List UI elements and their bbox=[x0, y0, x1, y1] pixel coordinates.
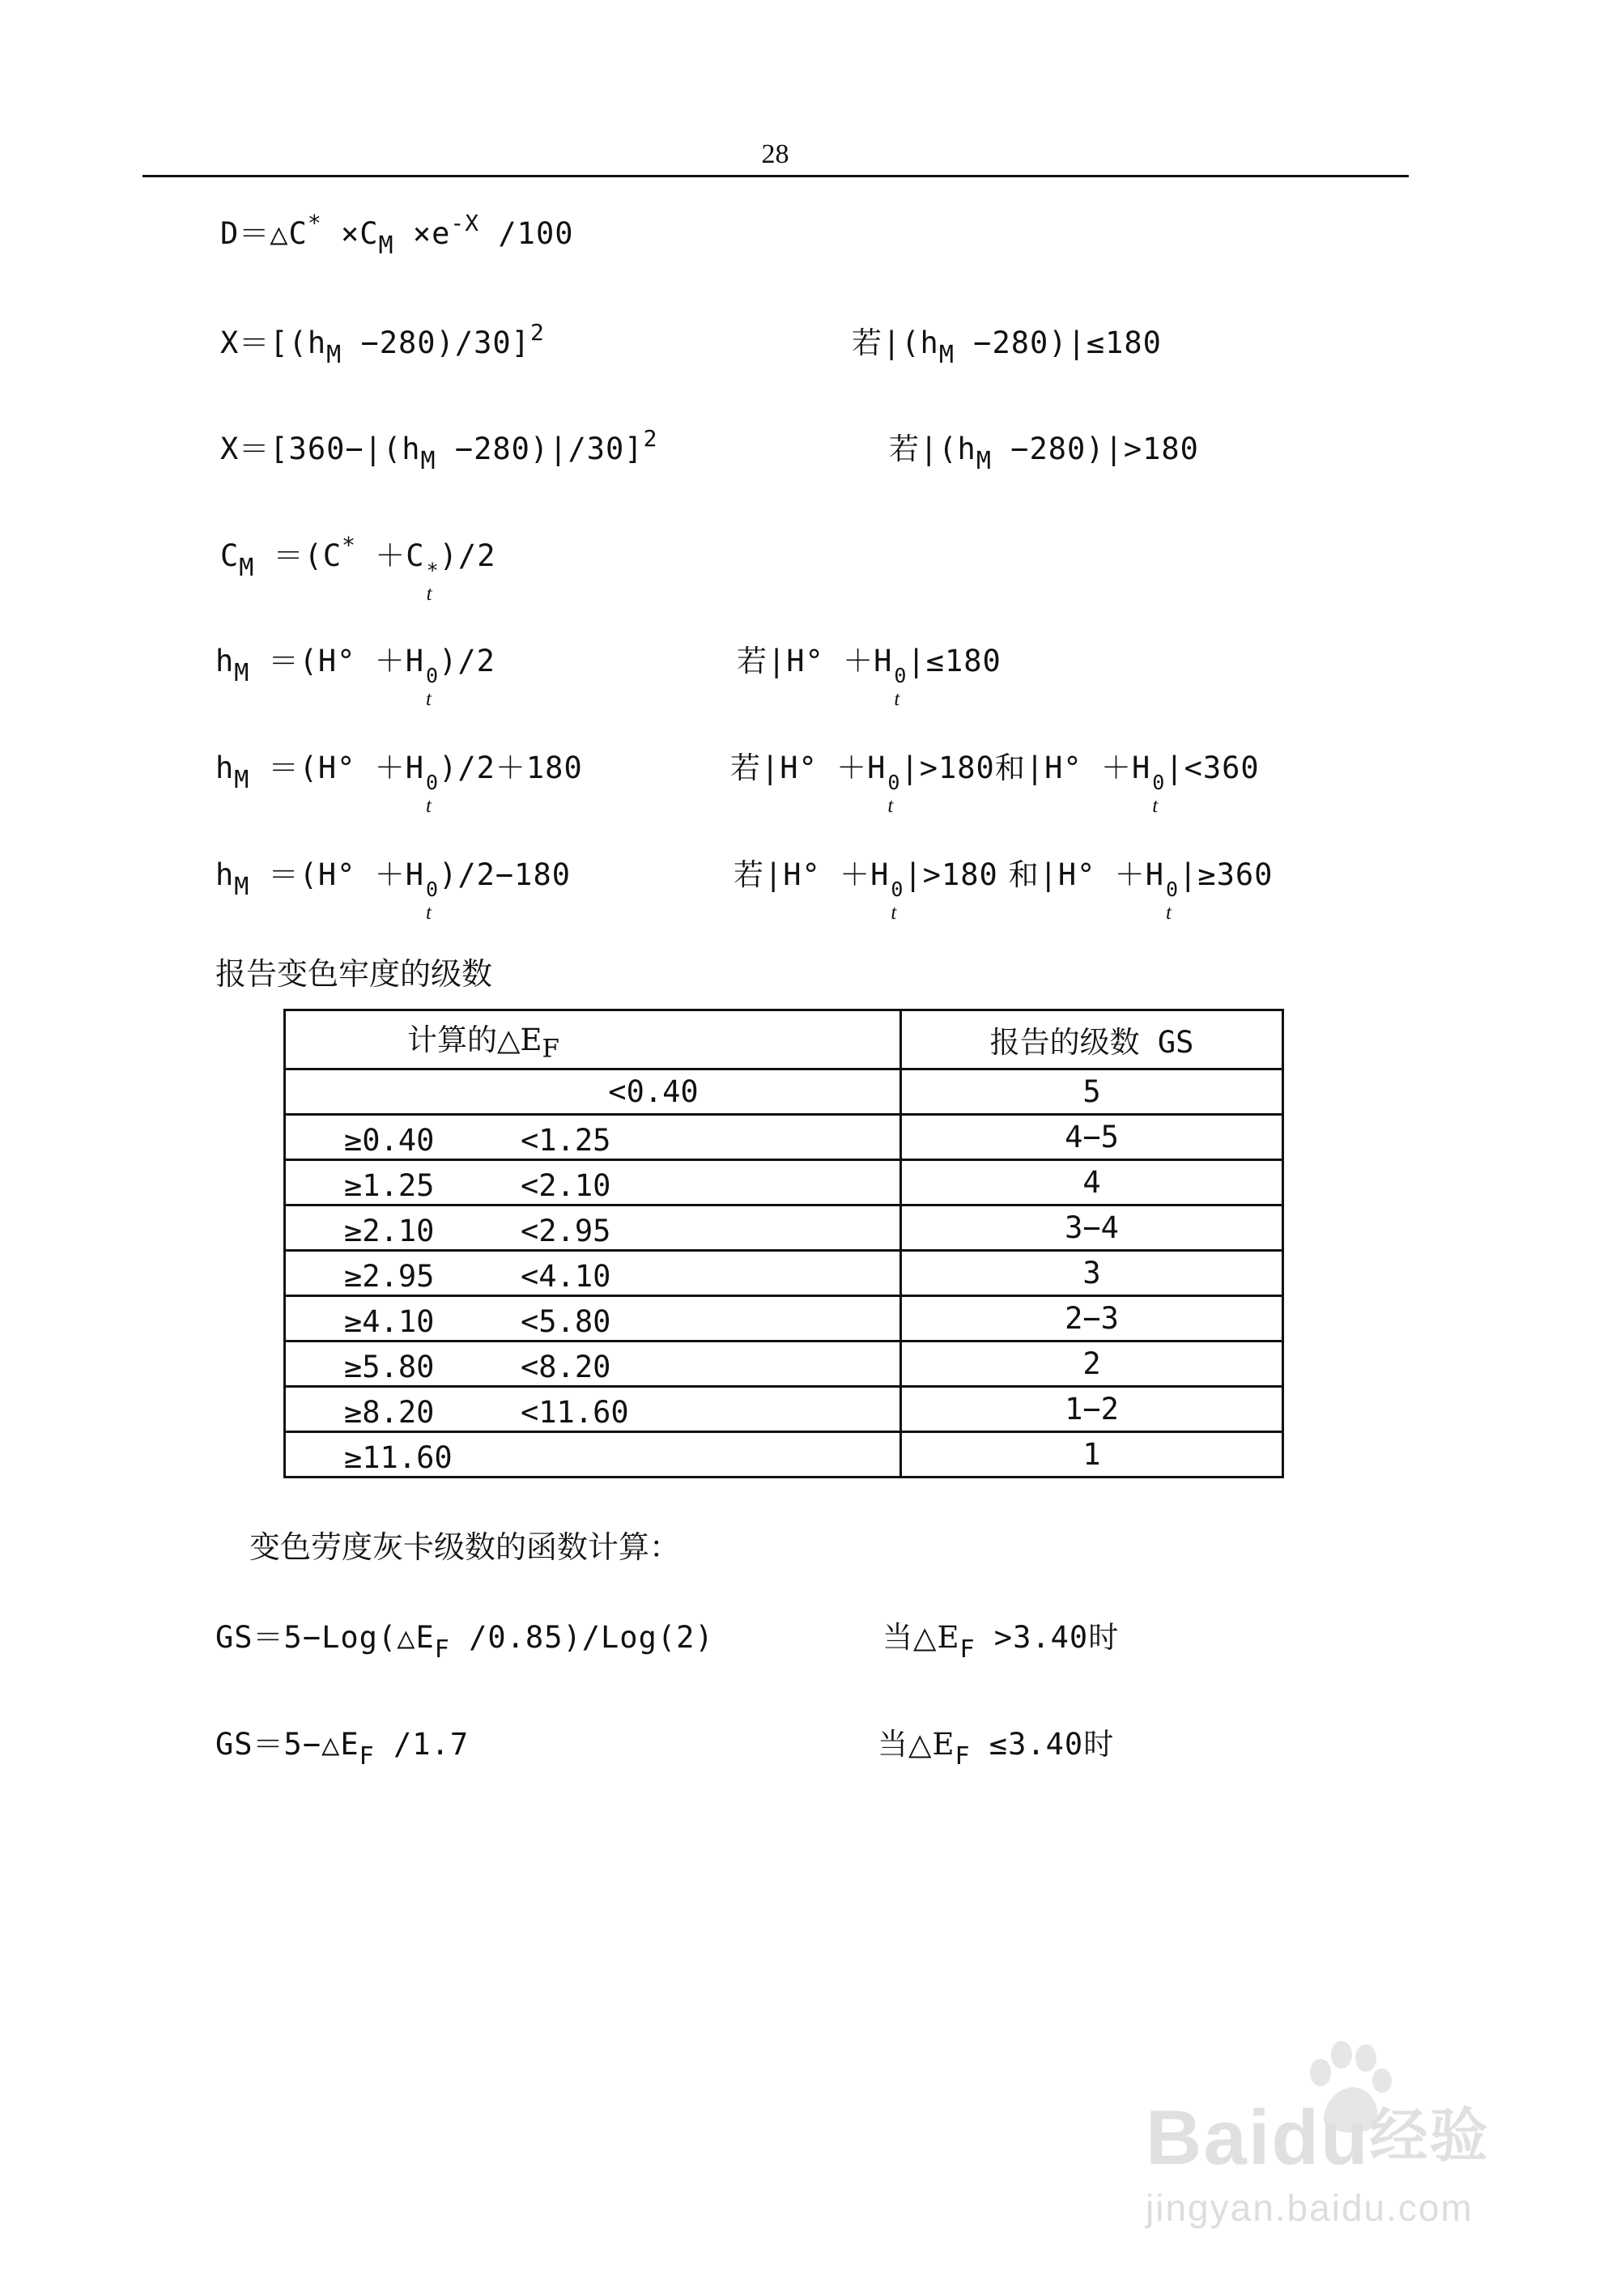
watermark-logo: Baidu经验 bbox=[1146, 2094, 1490, 2181]
formula-hm-case3: $h_M =(H^\circ +H$ 0 t )/2−180 bbox=[215, 857, 572, 924]
delta-e-low: ≥5.80 bbox=[344, 1350, 435, 1384]
grade-table bbox=[283, 1009, 1284, 1478]
table-row bbox=[285, 1251, 1283, 1296]
delta-e-low: ≥11.60 bbox=[344, 1440, 453, 1475]
delta-e-low: ≥4.10 bbox=[344, 1304, 435, 1339]
delta-e-low: ≥8.20 bbox=[344, 1395, 435, 1430]
gs-formula-2: $GS=5-\triangle E_F$ /1.7 bbox=[215, 1727, 470, 1771]
table-row bbox=[285, 1205, 1283, 1251]
grade-value: 4 bbox=[901, 1160, 1283, 1205]
grade-value: 1 bbox=[901, 1432, 1283, 1478]
delta-e-high: <2.95 bbox=[521, 1214, 611, 1248]
grade-value: 4−5 bbox=[901, 1115, 1283, 1160]
table-row bbox=[285, 1069, 1283, 1115]
condition-x-case1: 若$|(h_M -280)|\le 180$ bbox=[852, 325, 1162, 369]
baidu-watermark bbox=[1146, 2089, 1490, 2230]
condition-x-case2: 若$|(h_M -280)|>180$ bbox=[889, 432, 1199, 475]
delta-e-low: ≥2.10 bbox=[344, 1214, 435, 1248]
table-row bbox=[285, 1160, 1283, 1205]
condition-hm-case1: 若|H° ＋H 0 t |≤180 bbox=[737, 644, 1001, 710]
delta-e-high: <4.10 bbox=[521, 1259, 611, 1294]
delta-e-high: <5.80 bbox=[521, 1304, 611, 1339]
header-grade: 报告的级数 GS bbox=[901, 1010, 1283, 1069]
table-row bbox=[285, 1115, 1283, 1160]
formula-cm: $C_M =(C^* +C$ * t )/2 bbox=[220, 532, 496, 605]
table-row bbox=[285, 1387, 1283, 1432]
grade-value: 5 bbox=[901, 1069, 1283, 1115]
table-title: 报告变色牢度的级数 bbox=[215, 956, 493, 992]
header-delta-e: 计算的$\triangle E_F$ bbox=[285, 1010, 901, 1069]
condition-hm-case2: 若|H° ＋H 0 t |>180和|H° ＋H 0 t |<360 bbox=[730, 750, 1260, 817]
gs-condition-1: 当$\triangle E_F >3.40$时 bbox=[882, 1620, 1120, 1664]
formula-x-case2: $X=[360-|(h_M -280)|/30]^2$ bbox=[220, 425, 658, 475]
table-row bbox=[285, 1432, 1283, 1478]
formula-d: D＝△C* $\times C_M \times e^{-X}$ /100 bbox=[220, 210, 574, 260]
table-row bbox=[285, 1296, 1283, 1341]
grade-value: 2 bbox=[901, 1341, 1283, 1387]
table-row bbox=[285, 1341, 1283, 1387]
formula-x-case1: $X=[(h_M -280)/30]^2$ bbox=[220, 319, 545, 369]
delta-e-high: <11.60 bbox=[521, 1395, 629, 1430]
watermark-url: jingyan.baidu.com bbox=[1146, 2187, 1474, 2229]
delta-e-low: ≥2.95 bbox=[344, 1259, 435, 1294]
delta-e-low: ≥0.40 bbox=[344, 1123, 435, 1158]
gs-condition-2: 当$\triangle E_F \le 3.40$时 bbox=[878, 1727, 1115, 1771]
grade-value: 3 bbox=[901, 1251, 1283, 1296]
delta-e-high: <2.10 bbox=[521, 1168, 611, 1203]
function-title: 变色劳度灰卡级数的函数计算： bbox=[249, 1529, 681, 1565]
grade-value: 3−4 bbox=[901, 1205, 1283, 1251]
delta-e-high: <1.25 bbox=[521, 1123, 611, 1158]
formula-hm-case2: $h_M =(H^\circ +H$ 0 t )/2＋180 bbox=[215, 750, 583, 817]
grade-value: 1−2 bbox=[901, 1387, 1283, 1432]
delta-e-low: ≥1.25 bbox=[344, 1168, 435, 1203]
gs-formula-1: $GS=5-Log(\triangle E_F$ /0.85)/Log(2) bbox=[215, 1620, 714, 1664]
page-number: 28 bbox=[761, 139, 789, 169]
delta-e-high: <8.20 bbox=[521, 1350, 611, 1384]
formula-hm-case1: $h_M =(H^\circ +H$ 0 t )/2 bbox=[215, 644, 495, 710]
delta-e-range: <0.40 bbox=[608, 1074, 699, 1109]
table-header-row bbox=[285, 1010, 1283, 1069]
condition-hm-case3: 若|H° ＋H 0 t |>180 和|H° ＋H 0 t |≥360 bbox=[734, 857, 1274, 924]
header-rule bbox=[142, 175, 1409, 177]
grade-value: 2−3 bbox=[901, 1296, 1283, 1341]
